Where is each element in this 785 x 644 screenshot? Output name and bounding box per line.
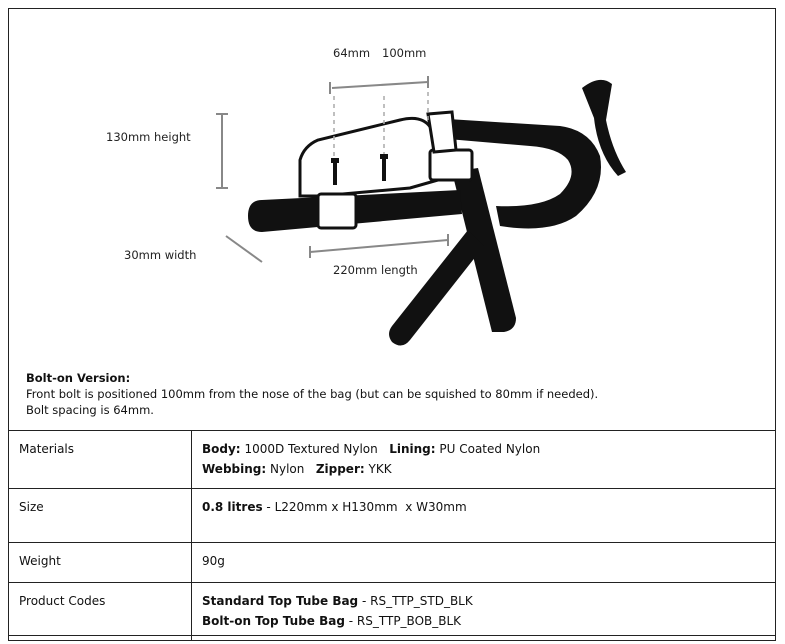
spec-table (8, 430, 776, 641)
zipper-key: Zipper: (315, 462, 365, 476)
stem-strap (430, 150, 472, 180)
dim-bolt-offset: 100mm (382, 46, 427, 60)
size-dimensions: - L220mm x H130mm x W30mm (262, 500, 467, 514)
spec-value-codes (192, 583, 776, 641)
lining-value: PU Coated Nylon (439, 442, 541, 456)
webbing-key: Webbing: (202, 462, 267, 476)
webbing-value: Nylon (270, 462, 305, 476)
bob-bag-name: Bolt-on Top Tube Bag (202, 614, 345, 628)
spec-label-weight: Weight (9, 543, 192, 583)
dim-length: 220mm length (333, 263, 418, 277)
note-line-2: Bolt spacing is 64mm. (26, 403, 154, 417)
spec-label-materials: Materials (9, 431, 192, 489)
spec-label-size: Size (9, 489, 192, 543)
body-key: Body: (202, 442, 241, 456)
body-value: 1000D Textured Nylon (244, 442, 378, 456)
dim-width: 30mm width (124, 248, 197, 262)
spec-label-codes: Product Codes (9, 583, 192, 641)
spec-value-weight: 90g (192, 543, 776, 583)
dim-height: 130mm height (106, 130, 191, 144)
spec-value-size (192, 489, 776, 543)
size-volume: 0.8 litres (202, 500, 263, 514)
bolt-on-note (26, 370, 598, 418)
spec-row-weight (9, 543, 776, 583)
stem (428, 112, 456, 152)
bob-bag-code: - RS_TTP_BOB_BLK (344, 614, 462, 628)
top-tube-bag (300, 118, 438, 196)
spec-row-size (9, 489, 776, 543)
spec-row-materials (9, 431, 776, 489)
zipper-value: YKK (368, 462, 392, 476)
down-tube (389, 230, 484, 346)
bag-strap-front (318, 194, 356, 228)
lining-key: Lining: (389, 442, 436, 456)
note-line-1: Front bolt is positioned 100mm from the nose of the bag (but can be squished to 80mm if needed). (26, 387, 599, 401)
std-bag-code: - RS_TTP_STD_BLK (358, 594, 473, 608)
dim-bolt-spacing: 64mm (333, 46, 371, 60)
std-bag-name: Standard Top Tube Bag (202, 594, 359, 608)
spec-value-materials (192, 431, 776, 489)
spec-row-codes (9, 583, 776, 641)
note-title: Bolt-on Version: (26, 371, 131, 385)
